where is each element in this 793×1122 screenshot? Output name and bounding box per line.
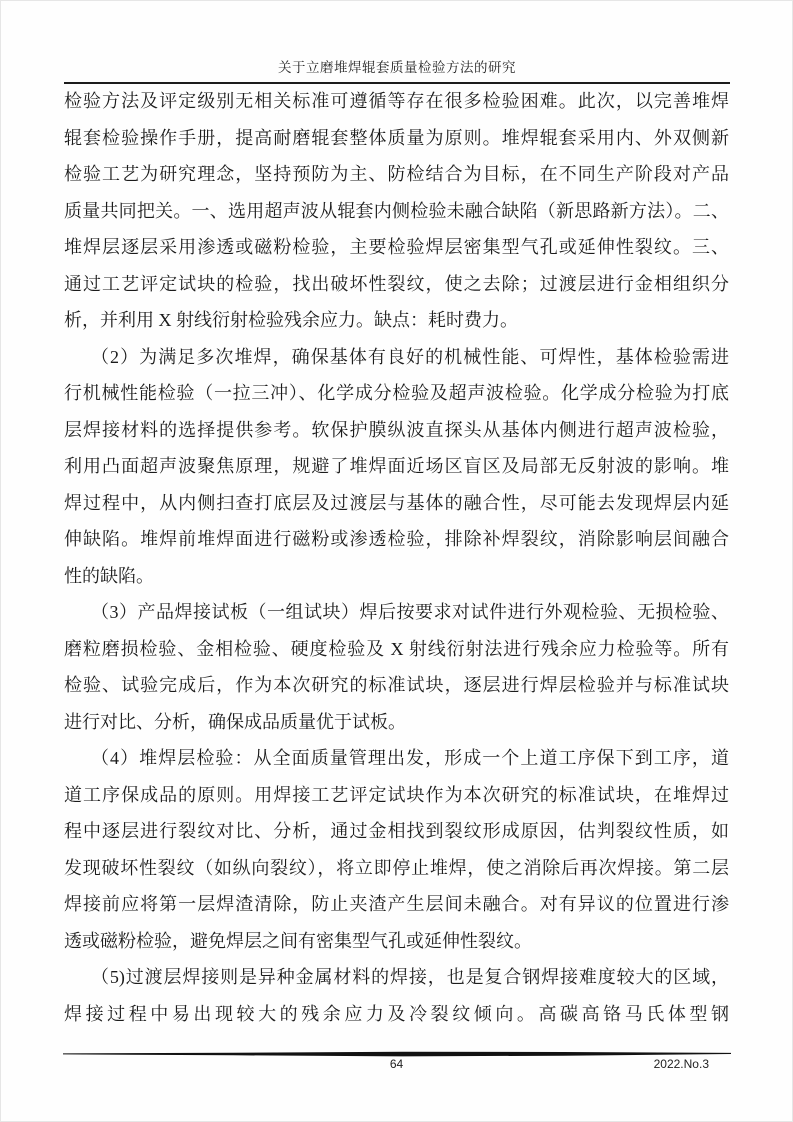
text-line: 析，并利用 X 射线衍射检验残余应力。缺点：耗时费力。 bbox=[64, 310, 518, 330]
text-line: 层焊接材料的选择提供参考。软保护膜纵波直探头从基体内侧进行超声波检验， bbox=[64, 419, 729, 440]
paragraph-start-line: （4）堆焊层检验：从全面质量管理出发，形成一个上道工序保下到工序，道 bbox=[91, 748, 729, 768]
text-line: 辊套检验操作手册，提高耐磨辊套整体质量为原则。堆焊辊套采用内、外双侧新 bbox=[64, 127, 729, 148]
paragraph-start-line: （3）产品焊接试板（一组试块）焊后按要求对试件进行外观检验、无损检验、 bbox=[91, 602, 729, 622]
text-line: 发现破坏性裂纹（如纵向裂纹），将立即停止堆焊，使之消除后再次焊接。第二层 bbox=[64, 857, 729, 878]
paragraph-start-line: （5)过渡层焊接则是异种金属材料的焊接，也是复合钢焊接难度较大的区域， bbox=[91, 967, 729, 987]
paragraph-start-line: （2）为满足多次堆焊，确保基体有良好的机械性能、可焊性，基体检验需进 bbox=[91, 346, 729, 367]
text-line: 焊接前应将第一层焊渣清除，防止夹渣产生层间未融合。对有异议的位置进行渗 bbox=[64, 894, 729, 914]
text-line: 程中逐层进行裂纹对比、分析，通过金相找到裂纹形成原因，估判裂纹性质，如 bbox=[64, 821, 729, 841]
text-line: 行机械性能检验（一拉三冲）、化学成分检验及超声波检验。化学成分检验为打底 bbox=[64, 383, 729, 403]
text-line: 检验工艺为研究理念，坚持预防为主、防检结合为目标，在不同生产阶段对产品 bbox=[64, 164, 729, 184]
text-line: 焊过程中，从内侧扫查打底层及过渡层与基体的融合性，尽可能去发现焊层内延 bbox=[64, 492, 729, 513]
text-line: 性的缺陷。 bbox=[64, 565, 154, 586]
page-number: 64 bbox=[389, 1057, 404, 1071]
issue-number: 2022.No.3 bbox=[653, 1057, 709, 1071]
text-line: 检验、试验完成后，作为本次研究的标准试块，逐层进行焊层检验并与标准试块 bbox=[64, 675, 729, 695]
text-line: 检验方法及评定级别无相关标准可遵循等存在很多检验困难。此次，以完善堆焊 bbox=[64, 91, 729, 111]
text-line: 伸缺陷。堆焊前堆焊面进行磁粉或渗透检验，排除补焊裂纹，消除影响层间融合 bbox=[64, 529, 729, 549]
text-line: 磨粒磨损检验、金相检验、硬度检验及 X 射线衍射法进行残余应力检验等。所有 bbox=[64, 638, 729, 659]
running-title: 关于立磨堆焊辊套质量检验方法的研究 bbox=[278, 60, 516, 75]
body-text bbox=[64, 83, 729, 1032]
text-line: 道工序保成品的原则。用焊接工艺评定试块作为本次研究的标准试块，在堆焊过 bbox=[64, 784, 729, 805]
text-line: 进行对比、分析，确保成品质量优于试板。 bbox=[64, 711, 406, 732]
text-line: 透或磁粉检验，避免焊层之间有密集型气孔或延伸性裂纹。 bbox=[64, 930, 532, 951]
text-line: 堆焊层逐层采用渗透或磁粉检验，主要检验焊层密集型气孔或延伸性裂纹。三、 bbox=[64, 237, 729, 257]
text-line: 质量共同把关。一、选用超声波从辊套内侧检验未融合缺陷（新思路新方法）。二、 bbox=[64, 200, 729, 221]
text-line: 焊接过程中易出现较大的残余应力及冷裂纹倾向。高碳高铬马氏体型钢 bbox=[64, 1003, 729, 1024]
text-line: 通过工艺评定试块的检验，找出破坏性裂纹，使之去除；过渡层进行金相组织分 bbox=[64, 273, 729, 294]
text-line: 利用凸面超声波聚焦原理，规避了堆焊面近场区盲区及局部无反射波的影响。堆 bbox=[64, 456, 729, 476]
